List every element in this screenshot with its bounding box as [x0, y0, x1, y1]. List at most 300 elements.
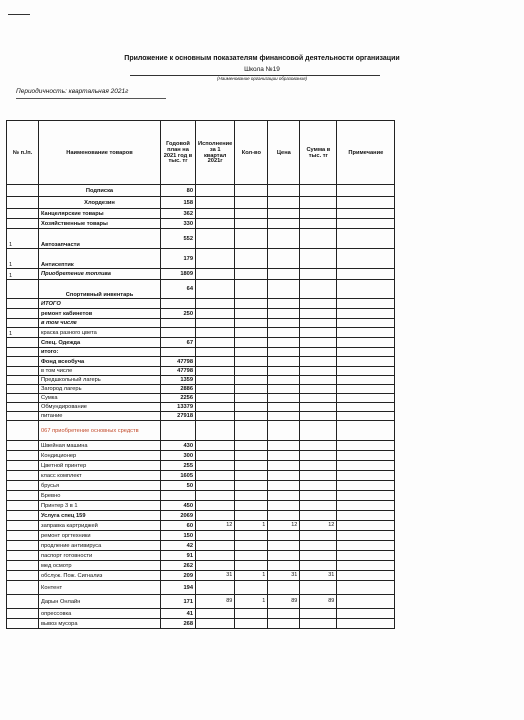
annual-plan-cell: 255: [161, 461, 196, 471]
table-row: [7, 481, 395, 491]
row-number-cell: [7, 551, 39, 561]
quarter-execution-cell: 31: [196, 571, 235, 581]
table-row: [7, 561, 395, 571]
price-cell: [268, 581, 300, 595]
price-cell: [268, 451, 300, 461]
item-name-cell: ремонт кабинетов: [39, 309, 161, 319]
annual-plan-cell: 67: [161, 338, 196, 348]
quarter-execution-cell: [196, 229, 235, 249]
sum-cell: [300, 309, 337, 319]
price-cell: [268, 229, 300, 249]
col-header-note: Примечание: [337, 121, 395, 185]
sum-cell: [300, 280, 337, 299]
item-name-cell: Хлордезин: [39, 197, 161, 209]
sum-cell: [300, 531, 337, 541]
sum-cell: [300, 185, 337, 197]
periodicity-label: Периодичность: квартальная 2021г: [16, 88, 129, 95]
note-cell: [337, 619, 395, 629]
quarter-execution-cell: [196, 412, 235, 421]
price-cell: [268, 551, 300, 561]
note-cell: [337, 541, 395, 551]
table-row: [7, 319, 395, 328]
row-number-cell: [7, 521, 39, 531]
table-row: [7, 581, 395, 595]
note-cell: [337, 385, 395, 394]
table-row: [7, 461, 395, 471]
item-name-cell: Бревно: [39, 491, 161, 501]
quantity-cell: [235, 348, 268, 357]
item-name-cell: Цветной принтер: [39, 461, 161, 471]
table-row: [7, 501, 395, 511]
item-name-cell: вывоз мусора: [39, 619, 161, 629]
item-name-cell: Приобретение топлива: [39, 269, 161, 280]
note-cell: [337, 209, 395, 219]
quarter-execution-cell: [196, 511, 235, 521]
item-name-cell: Подписка: [39, 185, 161, 197]
quarter-execution-cell: [196, 338, 235, 348]
row-number-cell: [7, 319, 39, 328]
quantity-cell: [235, 299, 268, 309]
row-number-cell: [7, 561, 39, 571]
note-cell: [337, 309, 395, 319]
item-name-cell: класс комплект: [39, 471, 161, 481]
price-cell: [268, 376, 300, 385]
table-row: [7, 367, 395, 376]
table-row: [7, 197, 395, 209]
annual-plan-cell: [161, 299, 196, 309]
note-cell: [337, 348, 395, 357]
quantity-cell: [235, 197, 268, 209]
table-row: [7, 521, 395, 531]
sum-cell: [300, 471, 337, 481]
item-name-cell: Спец. Одежда: [39, 338, 161, 348]
annual-plan-cell: 552: [161, 229, 196, 249]
price-cell: [268, 299, 300, 309]
price-cell: [268, 357, 300, 367]
row-number-cell: 1: [7, 249, 39, 269]
quantity-cell: [235, 280, 268, 299]
table-row: [7, 309, 395, 319]
price-cell: [268, 461, 300, 471]
table-row: [7, 229, 395, 249]
annual-plan-cell: [161, 421, 196, 441]
quarter-execution-cell: [196, 441, 235, 451]
table-row: [7, 280, 395, 299]
annual-plan-cell: 268: [161, 619, 196, 629]
price-cell: 31: [268, 571, 300, 581]
document-title: Приложение к основным показателям финансовой деятельности организации: [124, 55, 400, 62]
annual-plan-cell: 41: [161, 609, 196, 619]
price-cell: [268, 441, 300, 451]
note-cell: [337, 197, 395, 209]
note-cell: [337, 219, 395, 229]
note-cell: [337, 595, 395, 609]
sum-cell: [300, 481, 337, 491]
item-name-cell: ремонт оргтехники: [39, 531, 161, 541]
quarter-execution-cell: [196, 309, 235, 319]
note-cell: [337, 441, 395, 451]
sum-cell: [300, 541, 337, 551]
quantity-cell: [235, 491, 268, 501]
row-number-cell: [7, 531, 39, 541]
item-name-cell: паспорт готовности: [39, 551, 161, 561]
note-cell: [337, 269, 395, 280]
row-number-cell: [7, 571, 39, 581]
quarter-execution-cell: [196, 531, 235, 541]
annual-plan-cell: 209: [161, 571, 196, 581]
price-cell: 89: [268, 595, 300, 609]
item-name-cell: итого:: [39, 348, 161, 357]
table-row: [7, 376, 395, 385]
row-number-cell: [7, 595, 39, 609]
quarter-execution-cell: [196, 403, 235, 412]
price-cell: [268, 609, 300, 619]
item-name-cell: Швейная машина: [39, 441, 161, 451]
sum-cell: [300, 229, 337, 249]
item-name-cell: заправка картриджей: [39, 521, 161, 531]
sum-cell: [300, 299, 337, 309]
sum-cell: [300, 197, 337, 209]
annual-plan-cell: 430: [161, 441, 196, 451]
price-cell: [268, 501, 300, 511]
table-body: [7, 185, 395, 629]
annual-plan-cell: 1605: [161, 471, 196, 481]
price-cell: [268, 367, 300, 376]
sum-cell: [300, 338, 337, 348]
quarter-execution-cell: [196, 471, 235, 481]
note-cell: [337, 394, 395, 403]
annual-plan-cell: 80: [161, 185, 196, 197]
quarter-execution-cell: [196, 551, 235, 561]
row-number-cell: [7, 357, 39, 367]
note-cell: [337, 609, 395, 619]
quarter-execution-cell: [196, 385, 235, 394]
annual-plan-cell: 50: [161, 481, 196, 491]
annual-plan-cell: 47798: [161, 357, 196, 367]
financial-table: [6, 120, 395, 629]
annual-plan-cell: 362: [161, 209, 196, 219]
quarter-execution-cell: [196, 219, 235, 229]
table-row: [7, 357, 395, 367]
item-name-cell: Сумка: [39, 394, 161, 403]
annual-plan-cell: 300: [161, 451, 196, 461]
item-name-cell: обслуж. Пож. Сигнализ: [39, 571, 161, 581]
item-name-cell: опрессовка: [39, 609, 161, 619]
sum-cell: [300, 319, 337, 328]
quarter-execution-cell: [196, 269, 235, 280]
row-number-cell: [7, 280, 39, 299]
sum-cell: [300, 581, 337, 595]
price-cell: [268, 394, 300, 403]
col-header-price: Цена: [268, 121, 300, 185]
row-number-cell: [7, 367, 39, 376]
col-header-execution: Исполнение за 1 квартал 2021г: [196, 121, 235, 185]
note-cell: [337, 481, 395, 491]
row-number-cell: [7, 299, 39, 309]
sum-cell: [300, 219, 337, 229]
annual-plan-cell: 42: [161, 541, 196, 551]
note-cell: [337, 571, 395, 581]
row-number-cell: [7, 541, 39, 551]
price-cell: [268, 328, 300, 338]
note-cell: [337, 561, 395, 571]
sum-cell: 12: [300, 521, 337, 531]
price-cell: [268, 219, 300, 229]
quarter-execution-cell: [196, 280, 235, 299]
quantity-cell: [235, 209, 268, 219]
quantity-cell: [235, 376, 268, 385]
quarter-execution-cell: [196, 185, 235, 197]
quantity-cell: [235, 531, 268, 541]
quarter-execution-cell: 89: [196, 595, 235, 609]
row-number-cell: [7, 501, 39, 511]
item-name-cell: Загород лагерь: [39, 385, 161, 394]
annual-plan-cell: 171: [161, 595, 196, 609]
quantity-cell: [235, 541, 268, 551]
annual-plan-cell: 179: [161, 249, 196, 269]
note-cell: [337, 328, 395, 338]
item-name-cell: Фонд всеобуча: [39, 357, 161, 367]
table-row: [7, 403, 395, 412]
note-cell: [337, 581, 395, 595]
sum-cell: [300, 461, 337, 471]
quantity-cell: [235, 269, 268, 280]
row-number-cell: [7, 394, 39, 403]
row-number-cell: [7, 421, 39, 441]
quarter-execution-cell: [196, 451, 235, 461]
row-number-cell: [7, 441, 39, 451]
price-cell: [268, 338, 300, 348]
quantity-cell: [235, 609, 268, 619]
row-number-cell: [7, 481, 39, 491]
price-cell: [268, 348, 300, 357]
sum-cell: [300, 376, 337, 385]
note-cell: [337, 521, 395, 531]
item-name-cell: Спортивный инвентарь: [39, 280, 161, 299]
note-cell: [337, 319, 395, 328]
quarter-execution-cell: [196, 421, 235, 441]
quarter-execution-cell: [196, 481, 235, 491]
quantity-cell: [235, 619, 268, 629]
item-name-cell: продление антивируса: [39, 541, 161, 551]
note-cell: [337, 357, 395, 367]
sum-cell: [300, 367, 337, 376]
quarter-execution-cell: [196, 209, 235, 219]
item-name-cell: Предшкольный лагерь: [39, 376, 161, 385]
quantity-cell: [235, 229, 268, 249]
scan-mark: [8, 14, 30, 15]
quarter-execution-cell: [196, 581, 235, 595]
sum-cell: [300, 561, 337, 571]
annual-plan-cell: [161, 491, 196, 501]
table-row: [7, 328, 395, 338]
quantity-cell: [235, 328, 268, 338]
quarter-execution-cell: [196, 619, 235, 629]
table-row: [7, 595, 395, 609]
item-name-cell: 067 приобретение основных средств: [39, 421, 161, 441]
annual-plan-cell: 64: [161, 280, 196, 299]
item-name-cell: Контент: [39, 581, 161, 595]
table-row: [7, 531, 395, 541]
quarter-execution-cell: [196, 197, 235, 209]
col-header-quantity: Кол-во: [235, 121, 268, 185]
note-cell: [337, 299, 395, 309]
table-row: [7, 209, 395, 219]
table-row: [7, 385, 395, 394]
row-number-cell: [7, 461, 39, 471]
sum-cell: [300, 441, 337, 451]
sum-cell: [300, 421, 337, 441]
sum-cell: [300, 269, 337, 280]
table-row: [7, 394, 395, 403]
sum-cell: [300, 209, 337, 219]
note-cell: [337, 501, 395, 511]
table-row: [7, 511, 395, 521]
price-cell: [268, 269, 300, 280]
row-number-cell: 1: [7, 269, 39, 280]
row-number-cell: [7, 376, 39, 385]
item-name-cell: в том числе: [39, 319, 161, 328]
table-row: [7, 609, 395, 619]
note-cell: [337, 412, 395, 421]
quantity-cell: [235, 501, 268, 511]
table-row: [7, 338, 395, 348]
row-number-cell: [7, 197, 39, 209]
sum-cell: 89: [300, 595, 337, 609]
quantity-cell: [235, 394, 268, 403]
quantity-cell: [235, 385, 268, 394]
row-number-cell: [7, 609, 39, 619]
price-cell: [268, 421, 300, 441]
quantity-cell: 1: [235, 521, 268, 531]
item-name-cell: брусья: [39, 481, 161, 491]
quarter-execution-cell: [196, 348, 235, 357]
annual-plan-cell: 250: [161, 309, 196, 319]
item-name-cell: ИТОГО: [39, 299, 161, 309]
quarter-execution-cell: [196, 541, 235, 551]
sum-cell: [300, 609, 337, 619]
annual-plan-cell: [161, 319, 196, 328]
price-cell: [268, 249, 300, 269]
price-cell: [268, 412, 300, 421]
sum-cell: 31: [300, 571, 337, 581]
quarter-execution-cell: [196, 249, 235, 269]
quarter-execution-cell: [196, 491, 235, 501]
annual-plan-cell: 1359: [161, 376, 196, 385]
quarter-execution-cell: [196, 609, 235, 619]
annual-plan-cell: 194: [161, 581, 196, 595]
note-cell: [337, 338, 395, 348]
organization-name: Школа №19: [244, 66, 280, 73]
sum-cell: [300, 511, 337, 521]
quantity-cell: [235, 441, 268, 451]
annual-plan-cell: 262: [161, 561, 196, 571]
note-cell: [337, 421, 395, 441]
annual-plan-cell: 60: [161, 521, 196, 531]
note-cell: [337, 185, 395, 197]
quantity-cell: [235, 461, 268, 471]
item-name-cell: Дарын Онлайн: [39, 595, 161, 609]
quarter-execution-cell: [196, 367, 235, 376]
row-number-cell: [7, 619, 39, 629]
sum-cell: [300, 385, 337, 394]
quarter-execution-cell: [196, 461, 235, 471]
annual-plan-cell: 450: [161, 501, 196, 511]
item-name-cell: в том числе: [39, 367, 161, 376]
quantity-cell: [235, 367, 268, 376]
quarter-execution-cell: [196, 357, 235, 367]
sum-cell: [300, 551, 337, 561]
table-row: [7, 249, 395, 269]
note-cell: [337, 367, 395, 376]
row-number-cell: [7, 403, 39, 412]
sum-cell: [300, 249, 337, 269]
quantity-cell: [235, 481, 268, 491]
col-header-number: № п./п.: [7, 121, 39, 185]
sum-cell: [300, 451, 337, 461]
quantity-cell: [235, 309, 268, 319]
sum-cell: [300, 501, 337, 511]
quantity-cell: [235, 219, 268, 229]
sum-cell: [300, 619, 337, 629]
row-number-cell: [7, 348, 39, 357]
annual-plan-cell: 158: [161, 197, 196, 209]
price-cell: [268, 319, 300, 328]
quarter-execution-cell: [196, 376, 235, 385]
row-number-cell: [7, 338, 39, 348]
quantity-cell: [235, 421, 268, 441]
row-number-cell: [7, 412, 39, 421]
periodicity-underline: [16, 98, 166, 99]
table-row: [7, 421, 395, 441]
col-header-sum: Сумма в тыс. тг: [300, 121, 337, 185]
quantity-cell: 1: [235, 571, 268, 581]
quantity-cell: [235, 471, 268, 481]
table-row: [7, 471, 395, 481]
note-cell: [337, 376, 395, 385]
item-name-cell: мед осмотр: [39, 561, 161, 571]
item-name-cell: Принтер 3 в 1: [39, 501, 161, 511]
quantity-cell: [235, 249, 268, 269]
sum-cell: [300, 348, 337, 357]
price-cell: [268, 491, 300, 501]
annual-plan-cell: 330: [161, 219, 196, 229]
col-header-plan: Годовой план на 2021 год в тыс. тг: [161, 121, 196, 185]
price-cell: [268, 309, 300, 319]
annual-plan-cell: 1809: [161, 269, 196, 280]
quarter-execution-cell: [196, 328, 235, 338]
table-row: [7, 441, 395, 451]
quarter-execution-cell: 12: [196, 521, 235, 531]
quarter-execution-cell: [196, 501, 235, 511]
row-number-cell: [7, 309, 39, 319]
quantity-cell: [235, 319, 268, 328]
sum-cell: [300, 491, 337, 501]
organization-caption: (Наименование организации образования): [217, 76, 307, 81]
price-cell: [268, 197, 300, 209]
annual-plan-cell: [161, 348, 196, 357]
item-name-cell: краска разного цвета: [39, 328, 161, 338]
note-cell: [337, 229, 395, 249]
table-row: [7, 551, 395, 561]
price-cell: [268, 619, 300, 629]
row-number-cell: [7, 185, 39, 197]
quantity-cell: [235, 451, 268, 461]
quarter-execution-cell: [196, 299, 235, 309]
quantity-cell: 1: [235, 595, 268, 609]
row-number-cell: [7, 385, 39, 394]
price-cell: [268, 471, 300, 481]
